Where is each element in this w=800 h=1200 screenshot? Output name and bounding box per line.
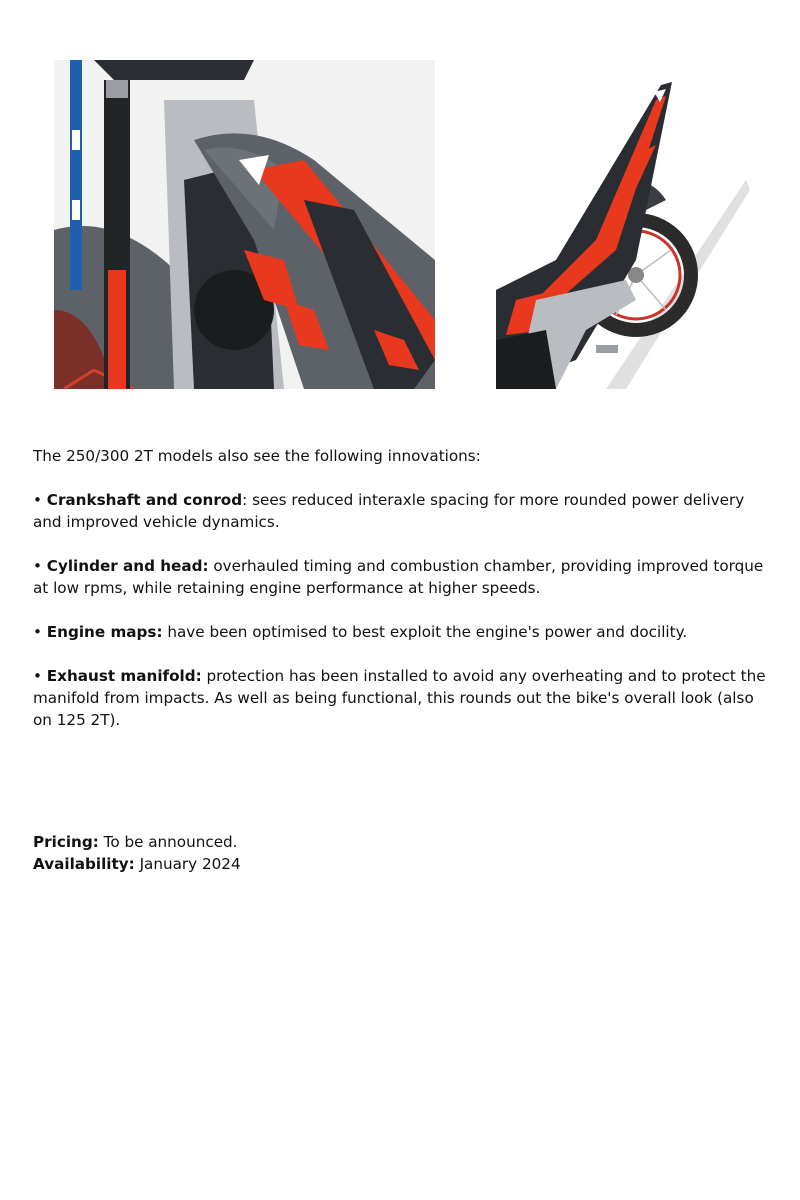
motorcycle-front-icon: [54, 60, 435, 389]
bullet-marker: •: [33, 667, 42, 685]
availability-line: [33, 853, 768, 875]
pricing-line: [33, 831, 768, 853]
availability-value: January 2024: [134, 855, 241, 873]
motorcycle-front-photo: [54, 60, 435, 389]
bullet-marker: •: [33, 623, 42, 641]
intro-paragraph: The 250/300 2T models also see the following innovations:: [33, 447, 481, 465]
bullet-label: Exhaust manifold:: [46, 667, 202, 685]
bullet-label: Crankshaft and conrod: [46, 491, 243, 509]
bullet-text: protection has been installed to avoid any overheating and to protect the manifold from impacts. As well as being functional, this rounds out the bike's overall look (also on 125 2T).: [33, 667, 766, 729]
bullet-marker: •: [33, 557, 42, 575]
motorcycle-rear-icon: [496, 60, 750, 389]
availability-label: Availability:: [33, 855, 135, 873]
bullet-cylinder: [33, 555, 768, 599]
bullet-marker: •: [33, 491, 42, 509]
bullet-exhaust: [33, 665, 768, 731]
bullet-label: Engine maps:: [46, 623, 163, 641]
bullet-label: Cylinder and head:: [46, 557, 209, 575]
pricing-value: To be announced.: [98, 833, 238, 851]
bullet-text: have been optimised to best exploit the engine's power and docility.: [162, 623, 688, 641]
bullet-text: overhauled timing and combustion chamber, providing improved torque at low rpms, while retaining engine performance at higher speeds.: [33, 557, 764, 597]
pricing-label: Pricing:: [33, 833, 99, 851]
product-info: [33, 831, 768, 875]
bullet-crankshaft: [33, 489, 768, 533]
motorcycle-rear-photo: [496, 60, 750, 389]
bullet-text: : sees reduced interaxle spacing for more rounded power delivery and improved vehicle dynamics.: [33, 491, 745, 531]
bullet-engine-maps: [33, 621, 768, 643]
article-body: [33, 445, 768, 731]
